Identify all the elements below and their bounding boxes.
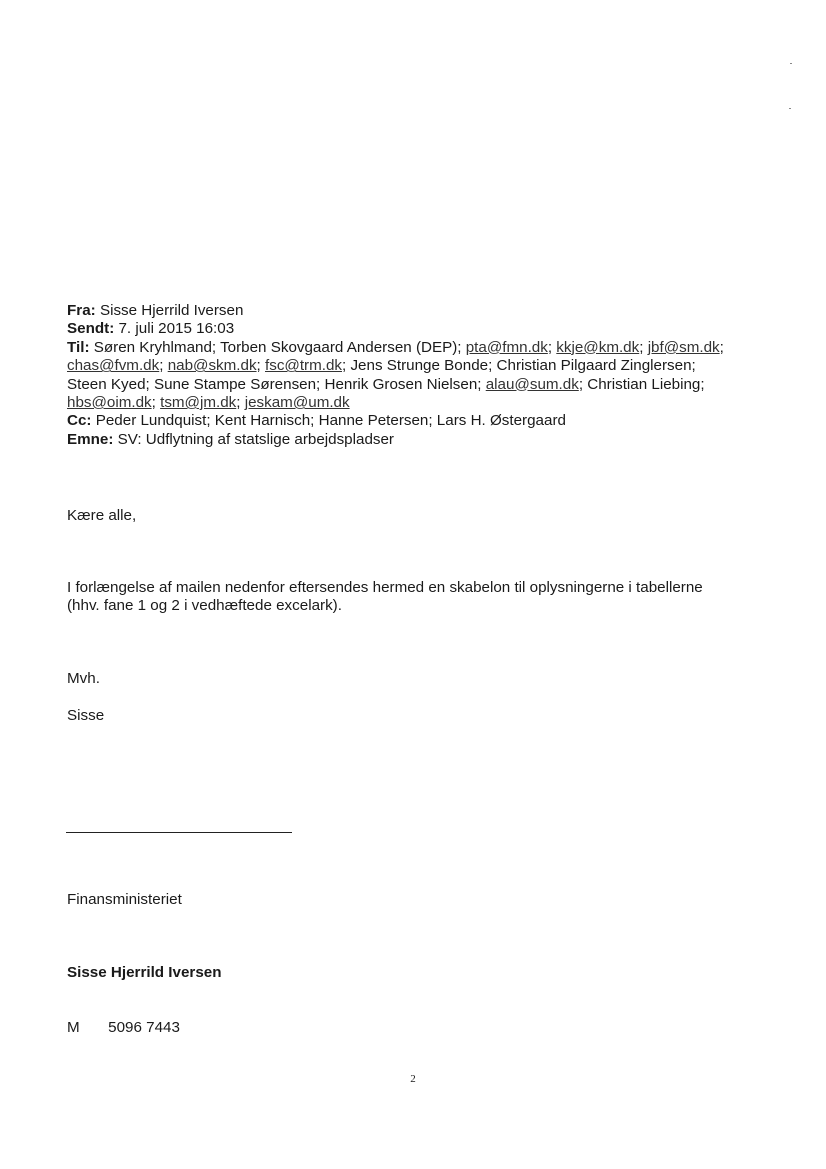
to-row-4: hbs@oim.dk; tsm@jm.dk; jeskam@um.dk <box>67 394 350 412</box>
email-link[interactable]: jbf@sm.dk <box>647 338 720 356</box>
email-link[interactable]: fsc@trm.dk <box>265 357 343 375</box>
sent-label: Sendt: <box>67 320 115 338</box>
to-row-1: Til: Søren Kryhlmand; Torben Skovgaard Andersen (DEP); pta@fmn.dk; kkje@km.dk; jbf@sm.dk; <box>67 338 724 356</box>
to-recipients-text: Steen Kyed; Sune Stampe Sørensen; Henrik Grosen Nielsen; <box>67 375 486 393</box>
to-recipients-text: ; Jens Strunge Bonde; Christian Pilgaard Zinglersen; <box>342 357 696 375</box>
to-recipients-text: Søren Kryhlmand; Torben Skovgaard Andersen (DEP); <box>93 338 466 356</box>
signature-name: Sisse Hjerrild Iversen <box>67 964 222 981</box>
email-link[interactable]: alau@sum.dk <box>485 375 579 393</box>
closing: Mvh. <box>67 670 100 687</box>
sender-first-name: Sisse <box>67 707 105 724</box>
subject-label: Emne: <box>67 430 114 448</box>
signature-divider <box>66 832 292 833</box>
email-link[interactable]: nab@skm.dk <box>167 357 257 375</box>
from-label: Fra: <box>67 302 96 319</box>
body-paragraph-line: I forlængelse af mailen nedenfor eftersendes hermed en skabelon til oplysningerne i tabellerne <box>67 579 703 596</box>
email-link[interactable]: kkje@km.dk <box>556 338 640 356</box>
body-paragraph-line: (hhv. fane 1 og 2 i vedhæftede excelark). <box>67 597 342 615</box>
phone-number: 5096 7443 <box>108 1019 180 1036</box>
phone-label: M <box>67 1019 80 1036</box>
scan-speck <box>789 108 791 109</box>
greeting: Kære alle, <box>67 507 137 524</box>
to-row-3 <box>67 376 807 394</box>
to-label: Til: <box>67 338 90 356</box>
email-header <box>67 302 807 449</box>
to-recipients-text: ; Christian Liebing; <box>578 375 705 393</box>
to-row-2: chas@fvm.dk; nab@skm.dk; fsc@trm.dk; Jens Strunge Bonde; Christian Pilgaard Zinglersen; <box>67 357 696 375</box>
scan-speck <box>790 63 792 64</box>
signature-phone <box>67 1019 180 1037</box>
cc-value: Peder Lundquist; Kent Harnisch; Hanne Petersen; Lars H. Østergaard <box>95 412 566 430</box>
from-row <box>67 302 807 320</box>
subject-value: SV: Udflytning af statslige arbejdspladser <box>117 430 394 448</box>
cc-label: Cc: <box>67 412 92 430</box>
email-link[interactable]: jeskam@um.dk <box>244 394 350 412</box>
signature-org: Finansministeriet <box>67 891 182 908</box>
email-link[interactable]: hbs@oim.dk <box>67 394 152 412</box>
email-link[interactable]: pta@fmn.dk <box>465 338 548 356</box>
sent-row <box>67 320 807 338</box>
body-paragraph <box>67 579 703 616</box>
subject-row <box>67 431 807 449</box>
page-number: 2 <box>410 1073 416 1085</box>
email-link[interactable]: chas@fvm.dk <box>67 357 160 375</box>
from-value: Sisse Hjerrild Iversen <box>99 302 244 319</box>
cc-row <box>67 412 807 430</box>
sent-value: 7. juli 2015 16:03 <box>118 320 235 338</box>
email-link[interactable]: tsm@jm.dk <box>160 394 237 412</box>
